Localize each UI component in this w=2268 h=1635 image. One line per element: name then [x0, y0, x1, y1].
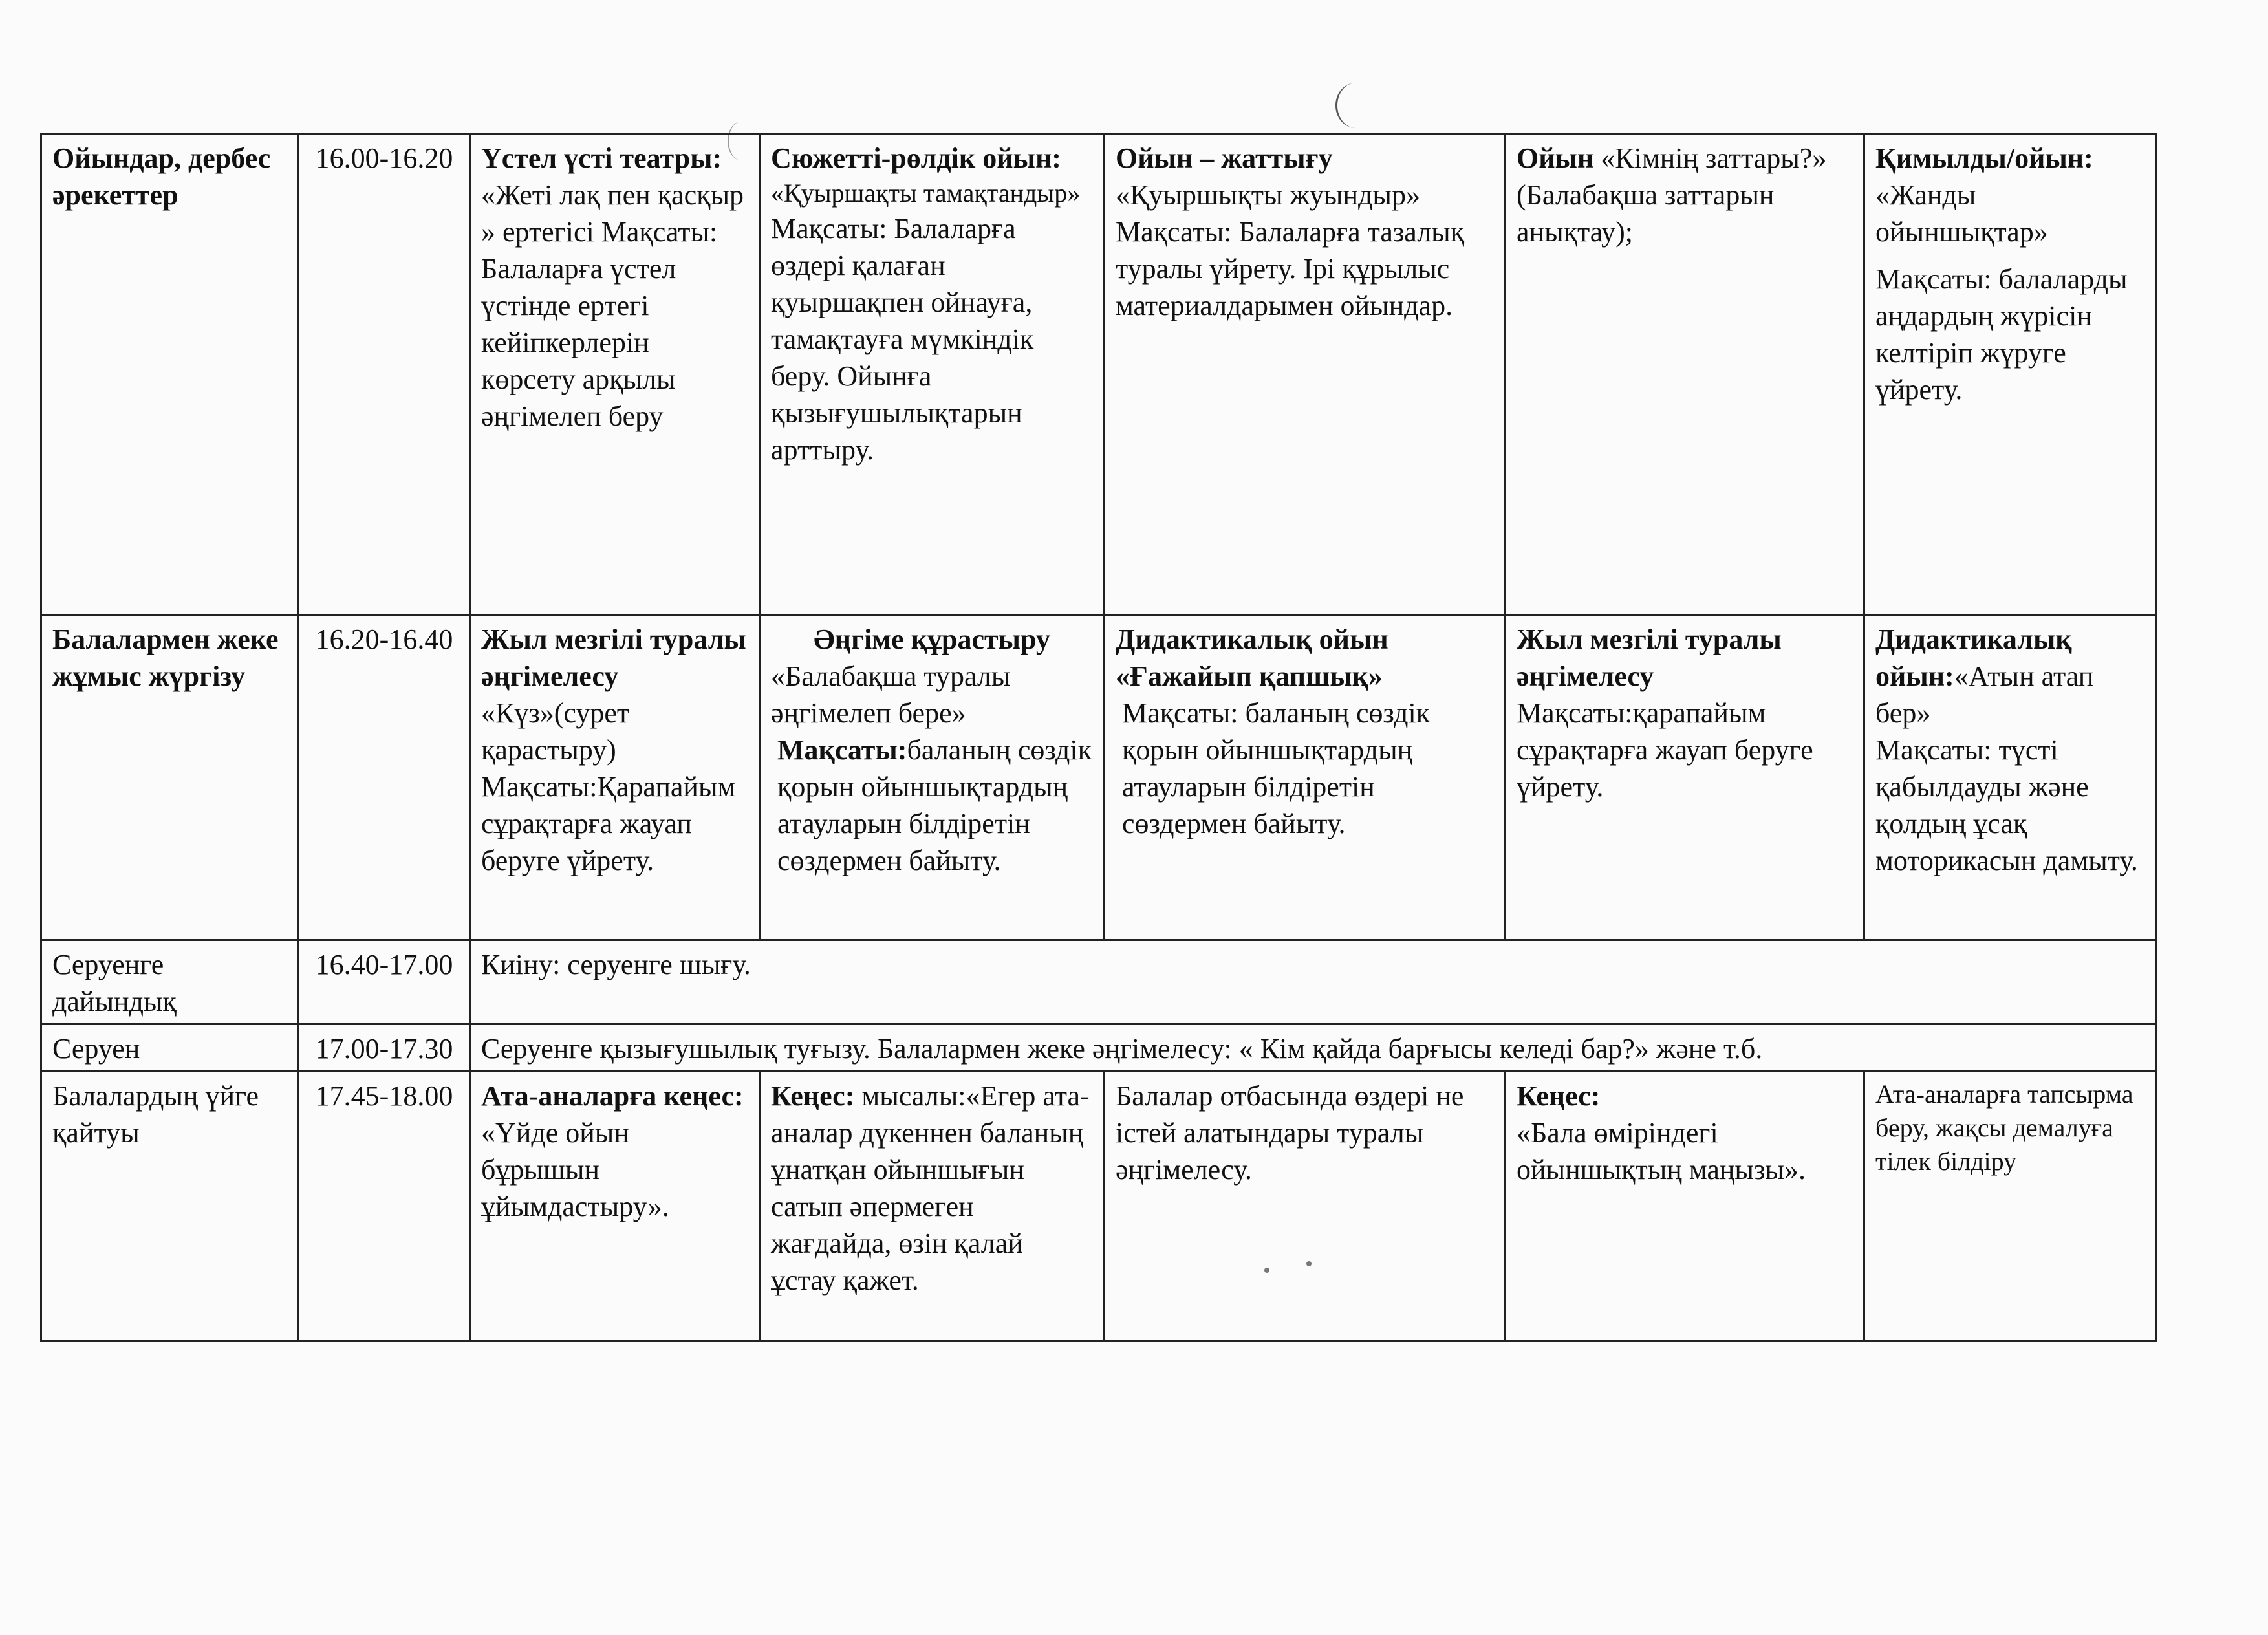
activity-title: Ата-аналарға кеңес: [481, 1079, 744, 1112]
table-row [41, 940, 2156, 1024]
time-cell: 17.45-18.00 [299, 1071, 470, 1341]
activity-text: Мақсаты: балаларды аңдардың жүрісін келтіріп жүруге үйрету. [1875, 263, 2128, 406]
activity-text: «Кімнің заттары?» (Балабақша заттарын анықтау); [1517, 142, 1827, 248]
activity-title: Әңгіме құрастыру [814, 623, 1050, 656]
activity-cell [1864, 1071, 2156, 1341]
activity-title: Қимылды/ойын: [1875, 142, 2093, 174]
activity-text: мысалы:«Егер ата-аналар дүкеннен баланың ұнатқан ойыншығын сатып әпермеген жағдайда, өзін қалай ұстау қажет. [771, 1079, 1090, 1296]
time-cell: 17.00-17.30 [299, 1024, 470, 1071]
row-label: Серуен [41, 1024, 299, 1071]
activity-text: «Күз»(сурет қарастыру) Мақсаты:Қарапайым сұрақтарға жауап беруге үйрету. [481, 697, 736, 877]
row-label: Балалардың үйге қайтуы [41, 1071, 299, 1341]
activity-title: Кеңес: [1517, 1079, 1601, 1112]
activity-text: Мақсаты: баланың сөздік қорын ойыншықтардың атауларын білдіретін сөздермен байыту. [1122, 697, 1431, 840]
activity-cell [760, 1071, 1105, 1341]
activity-title: Ойын [1517, 142, 1594, 174]
activity-text: «Қуыршықты жуындыр» Мақсаты: Балаларға тазалық туралы үйрету. Ірі құрылыс материалдарымен ойындар. [1116, 179, 1465, 321]
time-cell: 16.40-17.00 [299, 940, 470, 1024]
activity-text: «Бала өміріндегі ойыншықтың маңызы». [1517, 1116, 1806, 1186]
table-row [41, 1071, 2156, 1341]
table-row [41, 134, 2156, 615]
activity-text: Ата-аналарға тапсырма беру, жақсы демалуға тілек білдіру [1875, 1079, 2133, 1176]
activity-cell [470, 615, 760, 940]
activity-title: Дидактикалық ойын: [1875, 623, 2072, 693]
activity-cell: Серуенге қызығушылық туғызу. Балалармен жеке әңгімелесу: « Кім қайда барғысы келеді бар?» және т.б. [470, 1024, 2156, 1071]
activity-cell [1105, 134, 1506, 615]
activity-subtitle: «Жанды ойыншықтар» [1875, 179, 2048, 248]
activity-title: Кеңес: [771, 1079, 855, 1112]
row-label: Ойындар, дербес әрекеттер [41, 134, 299, 615]
activity-subtitle: «Балабақша туралы әңгімелеп бере» [771, 660, 1011, 730]
activity-title-rest: «Атын атап бер» [1875, 660, 2094, 730]
activity-cell: Киіну: серуенге шығу. [470, 940, 2156, 1024]
activity-cell [760, 134, 1105, 615]
activity-cell [470, 134, 760, 615]
activity-title: Үстел үсті театры: [481, 142, 722, 174]
time-cell: 16.20-16.40 [299, 615, 470, 940]
activity-text: «Үйде ойын бұрышын ұйымдастыру». [481, 1116, 669, 1222]
schedule-sheet [40, 133, 2155, 1342]
activity-cell [1105, 1071, 1506, 1341]
activity-cell [760, 615, 1105, 940]
activity-subtitle: «Қуыршақты тамақтандыр» [771, 179, 1081, 208]
activity-title: Дидактикалық ойын «Ғажайып қапшық» [1116, 623, 1388, 693]
table-row [41, 615, 2156, 940]
time-cell: 16.00-16.20 [299, 134, 470, 615]
activity-cell [1864, 615, 2156, 940]
activity-title: Сюжетті-рөлдік ойын: [771, 142, 1061, 174]
activity-text: баланың сөздік қорын ойыншықтардың атауларын білдіретін сөздермен байыту. [777, 734, 1092, 877]
table-row [41, 1024, 2156, 1071]
activity-title: Ойын – жаттығу [1116, 142, 1333, 174]
schedule-table [40, 133, 2157, 1342]
activity-text: «Жеті лақ пен қасқыр » ертегісі Мақсаты: Балаларға үстел үстінде ертегі кейіпкерлерін көрсету арқылы әңгімелеп беру [481, 179, 744, 432]
scan-artifact [1335, 83, 1376, 128]
activity-cell [470, 1071, 760, 1341]
activity-title: Жыл мезгілі туралы әңгімелесу [481, 623, 746, 693]
activity-cell [1506, 1071, 1864, 1341]
activity-text: Мақсаты: Балаларға өздері қалаған қуыршақпен ойнауға, тамақтауға мүмкіндік беру. Ойынға қызығушылықтарын арттыру. [771, 213, 1034, 466]
activity-text: Мақсаты:қарапайым сұрақтарға жауап беруге үйрету. [1517, 697, 1813, 803]
activity-title: Жыл мезгілі туралы әңгімелесу [1517, 623, 1782, 693]
activity-text: Мақсаты: түсті қабылдауды және қолдың ұсақ моторикасын дамыту. [1875, 734, 2138, 877]
row-label: Серуенге дайындық [41, 940, 299, 1024]
row-label: Балалармен жеке жұмыс жүргізу [41, 615, 299, 940]
activity-cell [1506, 134, 1864, 615]
activity-text: Балалар отбасында өздері не істей алатындары туралы әңгімелесу. [1116, 1079, 1464, 1186]
activity-cell [1864, 134, 2156, 615]
activity-text-label: Мақсаты: [777, 734, 907, 766]
activity-cell [1506, 615, 1864, 940]
activity-cell [1105, 615, 1506, 940]
